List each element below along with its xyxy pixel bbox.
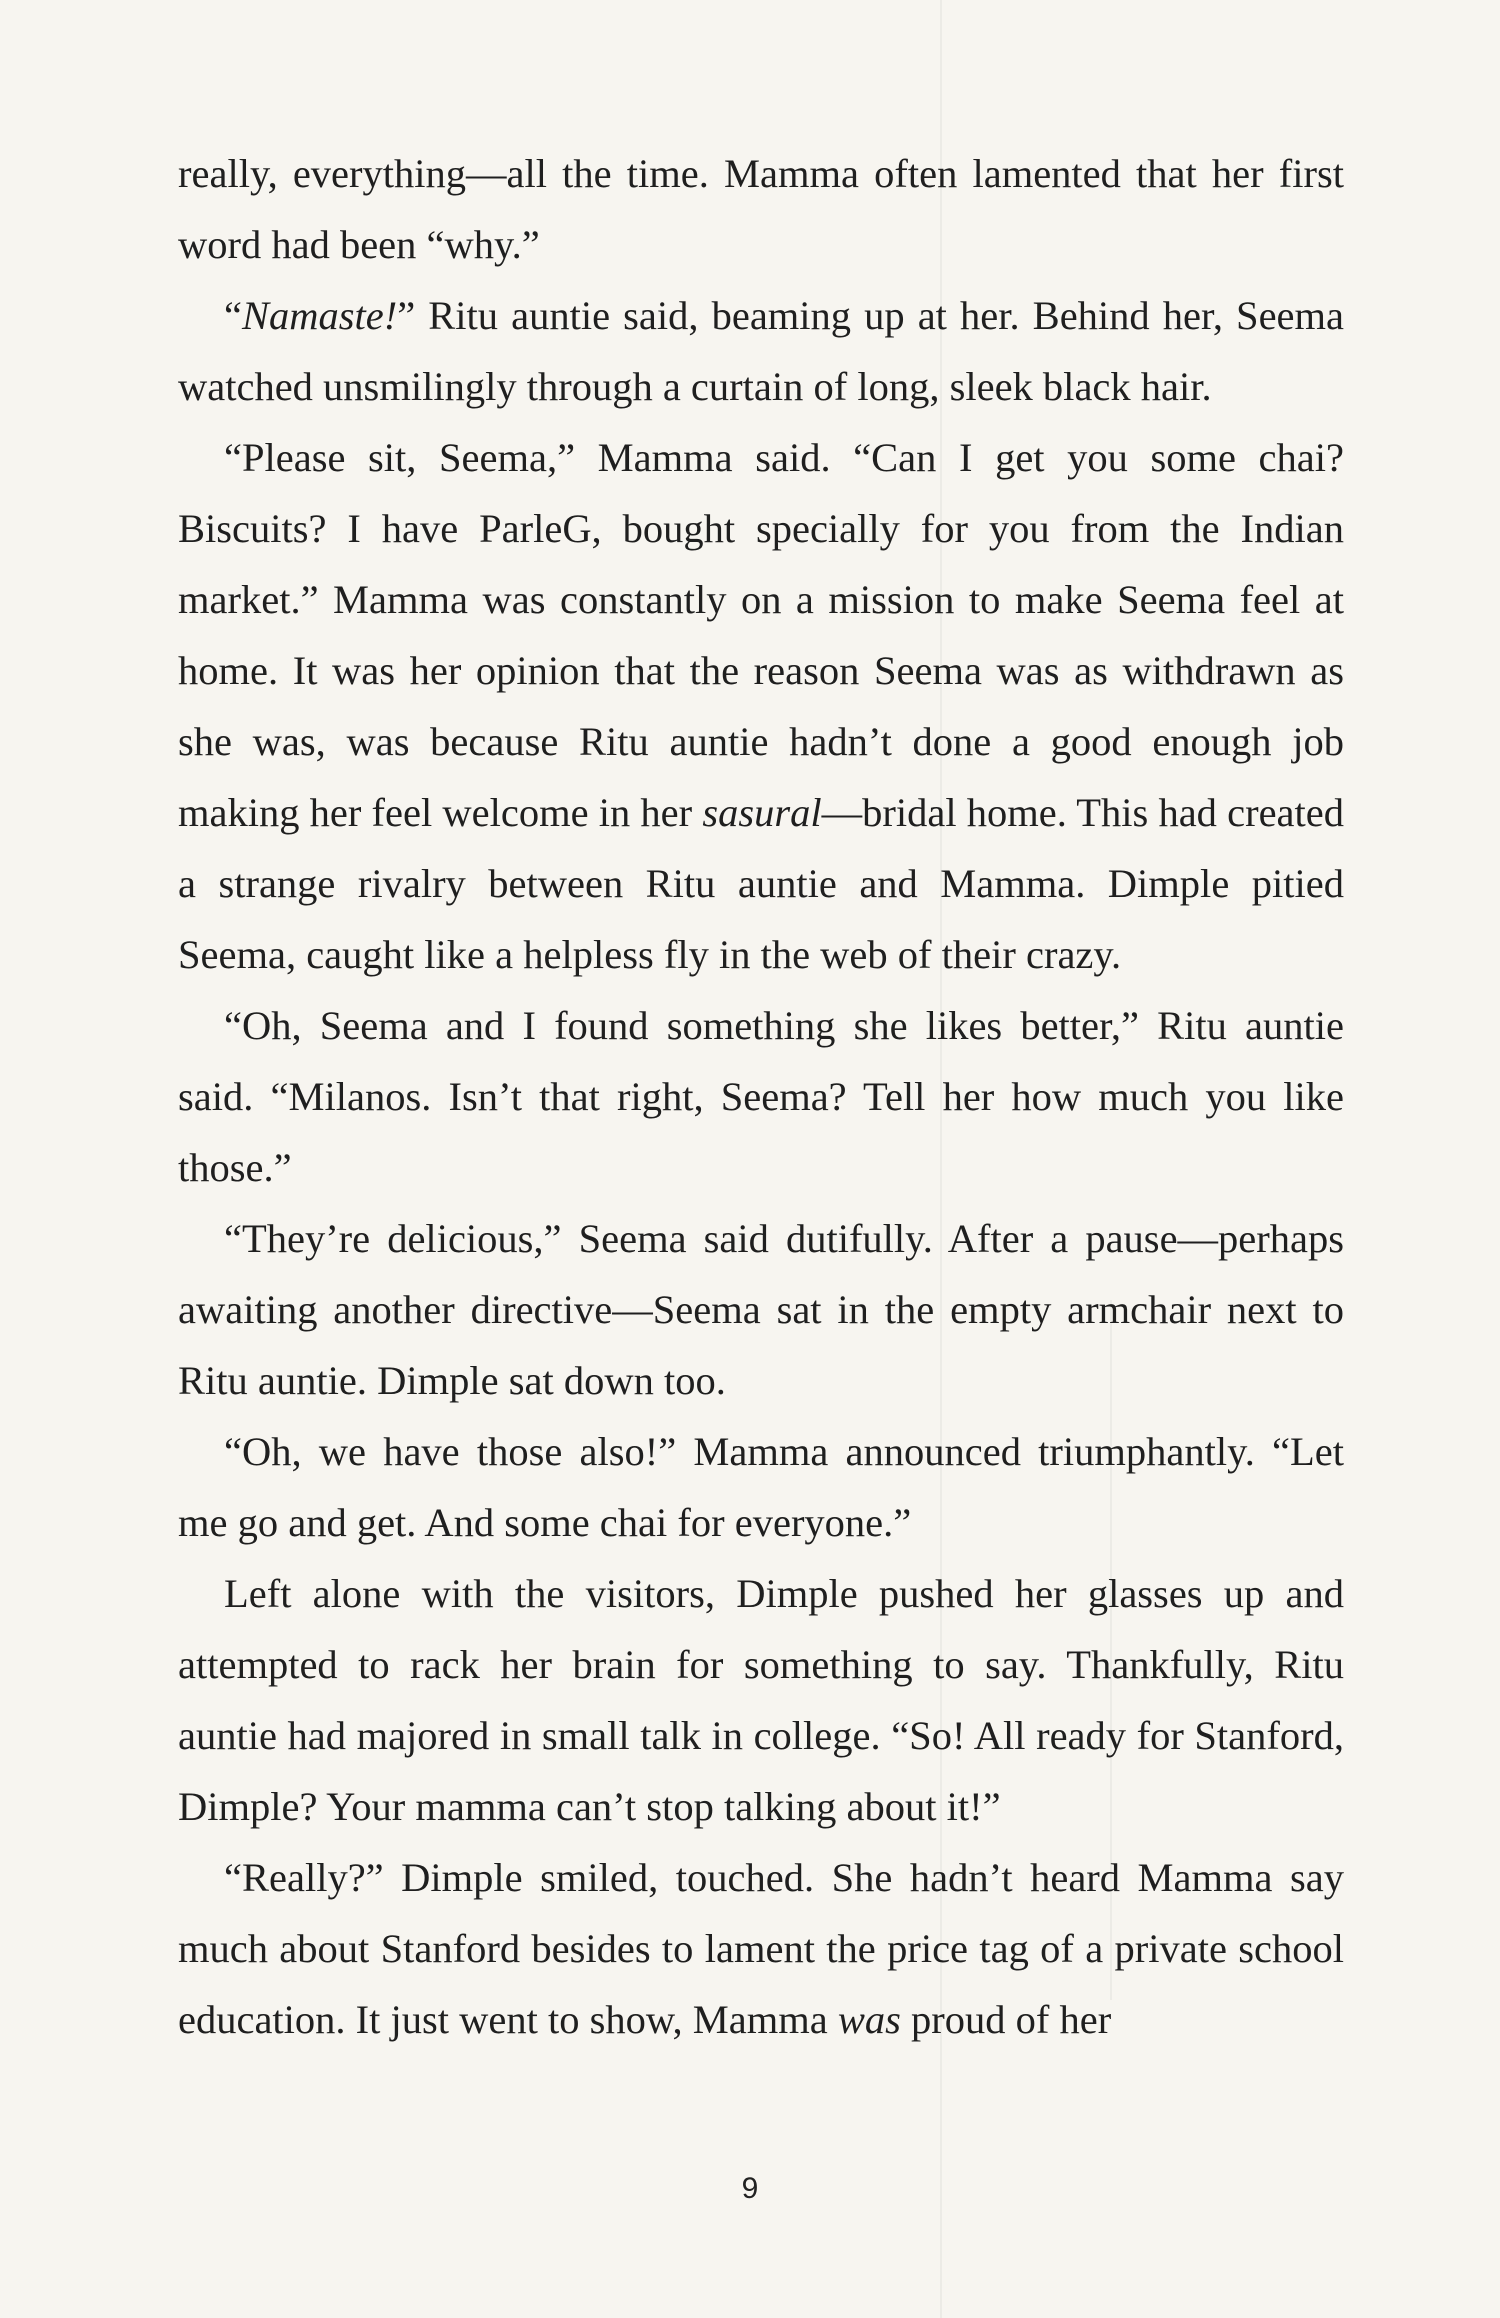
body-text [178, 138, 1344, 2055]
italic-namaste: Namaste! [241, 293, 398, 338]
paragraph-7: Left alone with the visitors, Dimple pushed her glasses up and attempted to rack her brain for something to say. Thankfully, Ritu auntie had majored in small talk in college. “So! All ready for Stanford, Dimple? Your mamma can’t stop talking about it!” [178, 1571, 1344, 1829]
paragraph-5: “They’re delicious,” Seema said dutifully. After a pause—perhaps awaiting another directive—Seema sat in the empty armchair next to Ritu auntie. Dimple sat down too. [178, 1216, 1344, 1403]
italic-sasural: sasural [702, 790, 822, 835]
paragraph-2: “Namaste!” Ritu auntie said, beaming up at her. Behind her, Seema watched unsmilingly through a curtain of long, sleek black hair. [178, 293, 1344, 409]
italic-was: was [837, 1997, 901, 2042]
paragraph-3: “Please sit, Seema,” Mamma said. “Can I get you some chai? Biscuits? I have ParleG, bought specially for you from the Indian market.” Mamma was constantly on a mission to make Seema feel at home. It was her opinion that the reason Seema was as withdrawn as she was, was because Ritu auntie hadn’t done a good enough job making her feel welcome in her sasural—bridal home. This had created a strange rivalry between Ritu auntie and Mamma. Dimple pitied Seema, caught like a helpless fly in the web of their crazy. [178, 435, 1344, 977]
page-number: 9 [741, 2172, 759, 2205]
paragraph-6: “Oh, we have those also!” Mamma announced triumphantly. “Let me go and get. And some chai for everyone.” [178, 1429, 1344, 1545]
paragraph-4: “Oh, Seema and I found something she likes better,” Ritu auntie said. “Milanos. Isn’t that right, Seema? Tell her how much you like those.” [178, 1003, 1344, 1190]
paragraph-8: “Really?” Dimple smiled, touched. She hadn’t heard Mamma say much about Stanford besides to lament the price tag of a private school education. It just went to show, Mamma was proud of her [178, 1855, 1344, 2042]
paragraph-1: really, everything—all the time. Mamma often lamented that her first word had been “why.” [178, 151, 1344, 267]
